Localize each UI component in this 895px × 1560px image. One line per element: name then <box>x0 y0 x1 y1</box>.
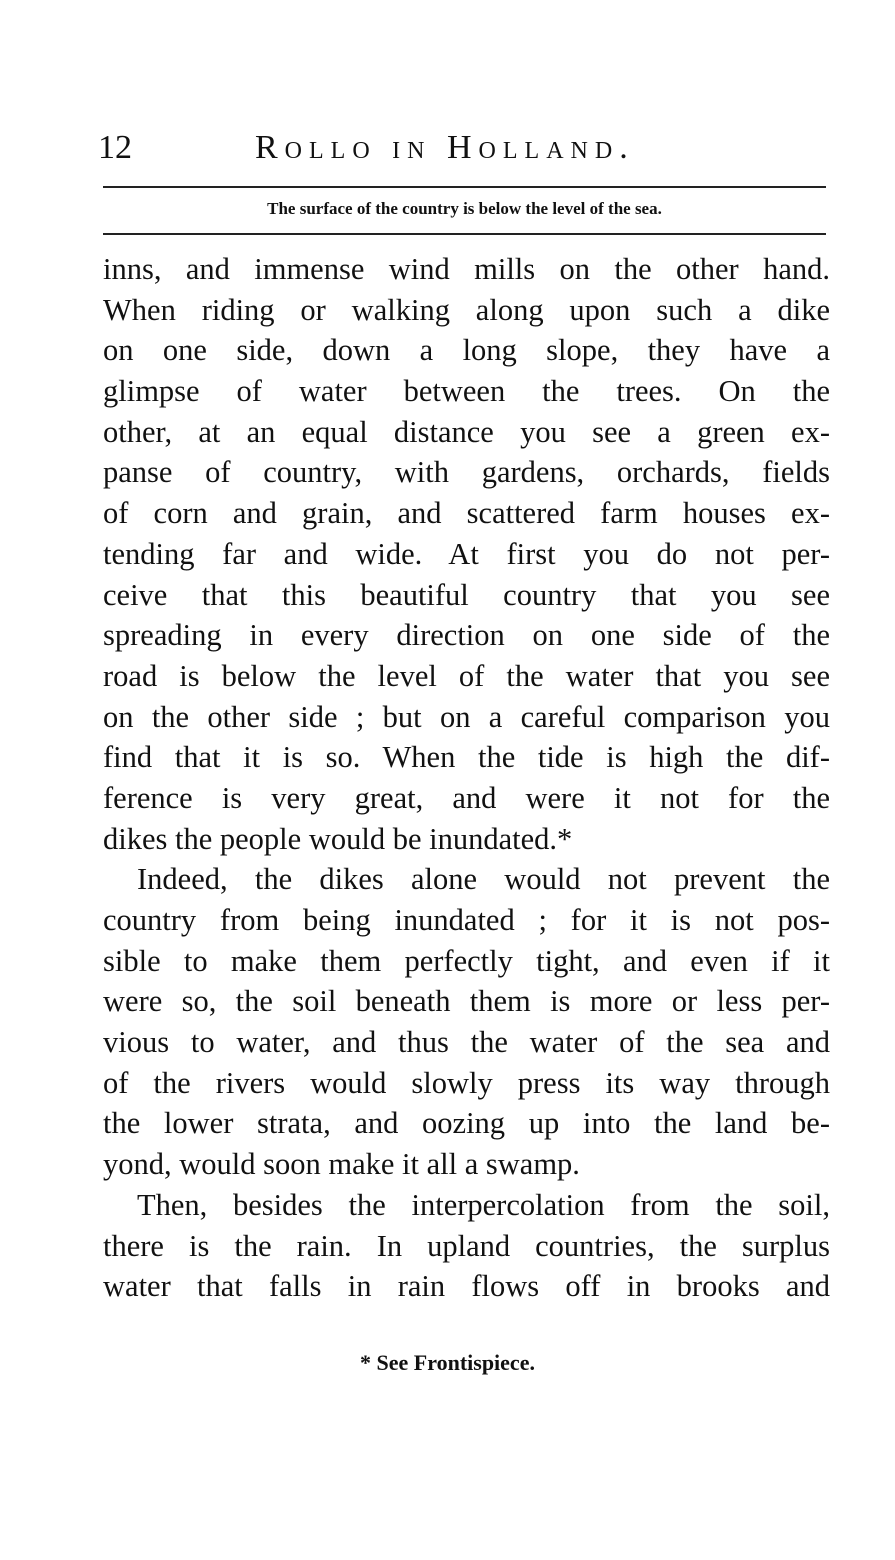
text-line: water that falls in rain flows off in brooks and <box>103 1269 830 1304</box>
text-line: on one side, down a long slope, they have a <box>103 333 830 368</box>
text-line: panse of country, with gardens, orchards, fields <box>103 455 830 490</box>
text-line: Indeed, the dikes alone would not prevent the <box>137 862 830 897</box>
text-line: sible to make them perfectly tight, and even if it <box>103 943 830 978</box>
text-line: glimpse of water between the trees. On the <box>103 374 830 409</box>
text-line: other, at an equal distance you see a green ex- <box>103 414 830 449</box>
text-line: ceive that this beautiful country that you see <box>103 577 830 612</box>
page-number: 12 <box>98 129 132 166</box>
marginal-summary: The surface of the country is below the level of the sea. <box>267 199 662 218</box>
footnote: * See Frontispiece. <box>360 1350 535 1375</box>
text-line: of corn and grain, and scattered farm houses ex- <box>103 496 830 531</box>
text-line: were so, the soil beneath them is more or less per- <box>103 984 830 1019</box>
text-line: road is below the level of the water that you see <box>103 658 830 693</box>
body-text <box>103 249 830 1307</box>
text-line: dikes the people would be inundated.* <box>103 821 573 856</box>
text-line: tending far and wide. At first you do not per- <box>103 536 830 571</box>
text-line: there is the rain. In upland countries, the surplus <box>103 1228 830 1263</box>
running-title: Rollo in Holland. <box>255 129 635 166</box>
text-line: country from being inundated ; for it is not pos- <box>103 903 830 937</box>
header-rule-bottom <box>103 233 826 235</box>
text-line: spreading in every direction on one side of the <box>103 618 830 653</box>
text-line: yond, would soon make it all a swamp. <box>103 1147 580 1182</box>
text-line: find that it is so. When the tide is high the dif- <box>103 740 830 775</box>
text-line: ference is very great, and were it not for the <box>103 780 830 815</box>
text-line: Then, besides the interpercolation from the soil, <box>137 1187 830 1222</box>
text-line: the lower strata, and oozing up into the land be- <box>103 1106 830 1141</box>
text-line: on the other side ; but on a careful comparison you <box>103 699 830 734</box>
text-line: vious to water, and thus the water of the sea and <box>103 1025 830 1060</box>
text-line: When riding or walking along upon such a dike <box>103 292 830 327</box>
text-line: of the rivers would slowly press its way through <box>103 1065 830 1100</box>
header-rule-top <box>103 186 826 188</box>
text-line: inns, and immense wind mills on the other hand. <box>103 252 830 286</box>
